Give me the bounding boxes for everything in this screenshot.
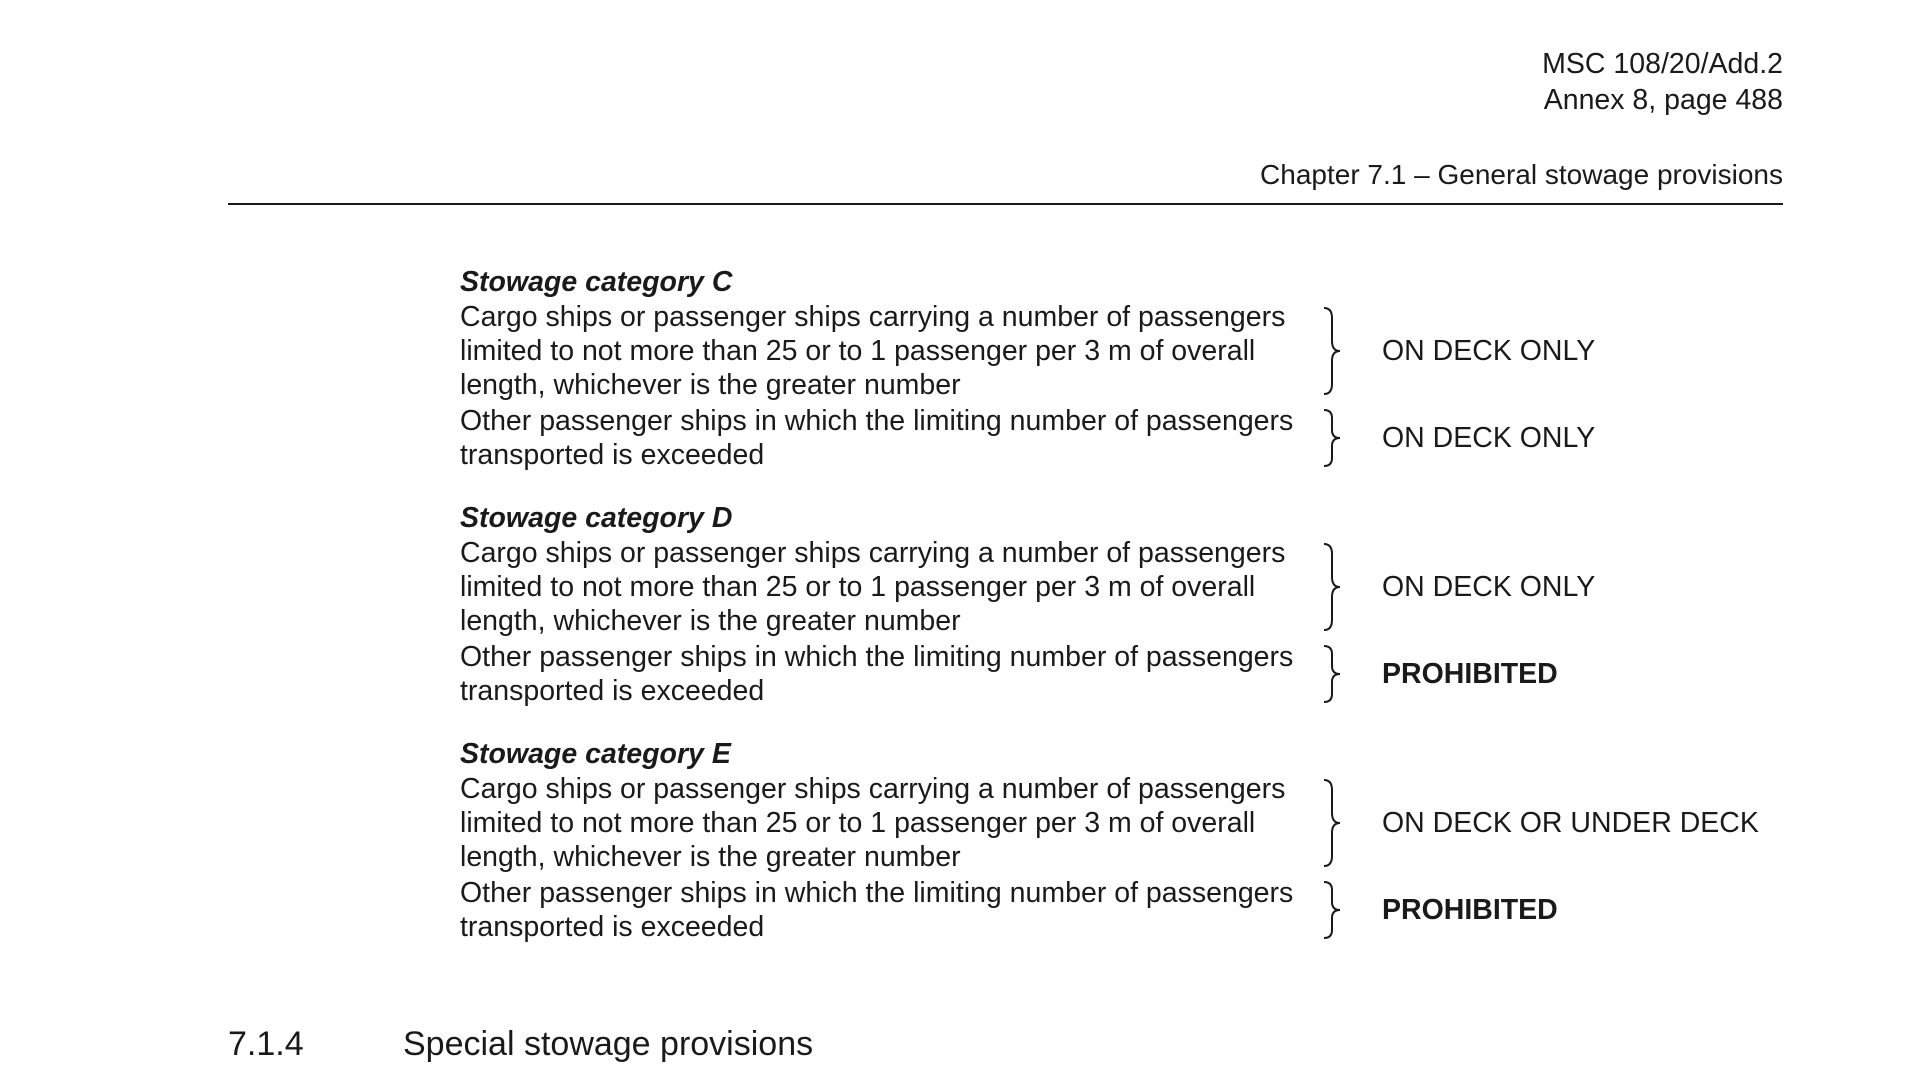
row-result: ON DECK ONLY [1382,571,1596,603]
row-description: Cargo ships or passenger ships carrying a number of passengers limited to not more than 25 or to 1 passenger per 3 m of overall length, whichever is the greater number [460,773,1286,873]
category-row [460,300,1780,402]
category-row [460,536,1780,638]
right-brace-icon [1320,536,1372,638]
document-reference: MSC 108/20/Add.2 [1542,48,1783,80]
category-heading: Stowage category E [460,738,731,770]
row-description: Cargo ships or passenger ships carrying a number of passengers limited to not more than 25 or to 1 passenger per 3 m of overall length, whichever is the greater number [460,301,1286,401]
stowage-categories [460,264,1780,972]
row-result: ON DECK ONLY [1382,422,1596,454]
category-row [460,876,1780,944]
row-result: ON DECK ONLY [1382,335,1596,367]
stowage-category-d [460,500,1780,708]
row-result: PROHIBITED [1382,658,1558,690]
chapter-title: Chapter 7.1 – General stowage provisions [1260,159,1783,190]
right-brace-icon [1320,404,1372,472]
header-divider [228,203,1783,205]
right-brace-icon [1320,876,1372,944]
section-heading [228,1022,813,1066]
right-brace-icon [1320,300,1372,402]
category-row [460,404,1780,472]
row-description: Other passenger ships in which the limiting number of passengers transported is exceeded [460,641,1294,707]
page-header-reference [1542,46,1783,118]
category-row [460,640,1780,708]
category-heading: Stowage category C [460,266,733,298]
category-heading: Stowage category D [460,502,733,534]
stowage-category-c [460,264,1780,472]
row-description: Other passenger ships in which the limiting number of passengers transported is exceeded [460,877,1294,943]
row-description: Cargo ships or passenger ships carrying a number of passengers limited to not more than 25 or to 1 passenger per 3 m of overall length, whichever is the greater number [460,537,1286,637]
row-description: Other passenger ships in which the limiting number of passengers transported is exceeded [460,405,1294,471]
right-brace-icon [1320,772,1372,874]
category-row [460,772,1780,874]
section-number: 7.1.4 [228,1025,304,1063]
right-brace-icon [1320,640,1372,708]
row-result: PROHIBITED [1382,894,1558,926]
annex-page-number: Annex 8, page 488 [1543,84,1783,116]
row-result: ON DECK OR UNDER DECK [1382,807,1759,839]
stowage-category-e [460,736,1780,944]
section-title: Special stowage provisions [403,1025,814,1063]
